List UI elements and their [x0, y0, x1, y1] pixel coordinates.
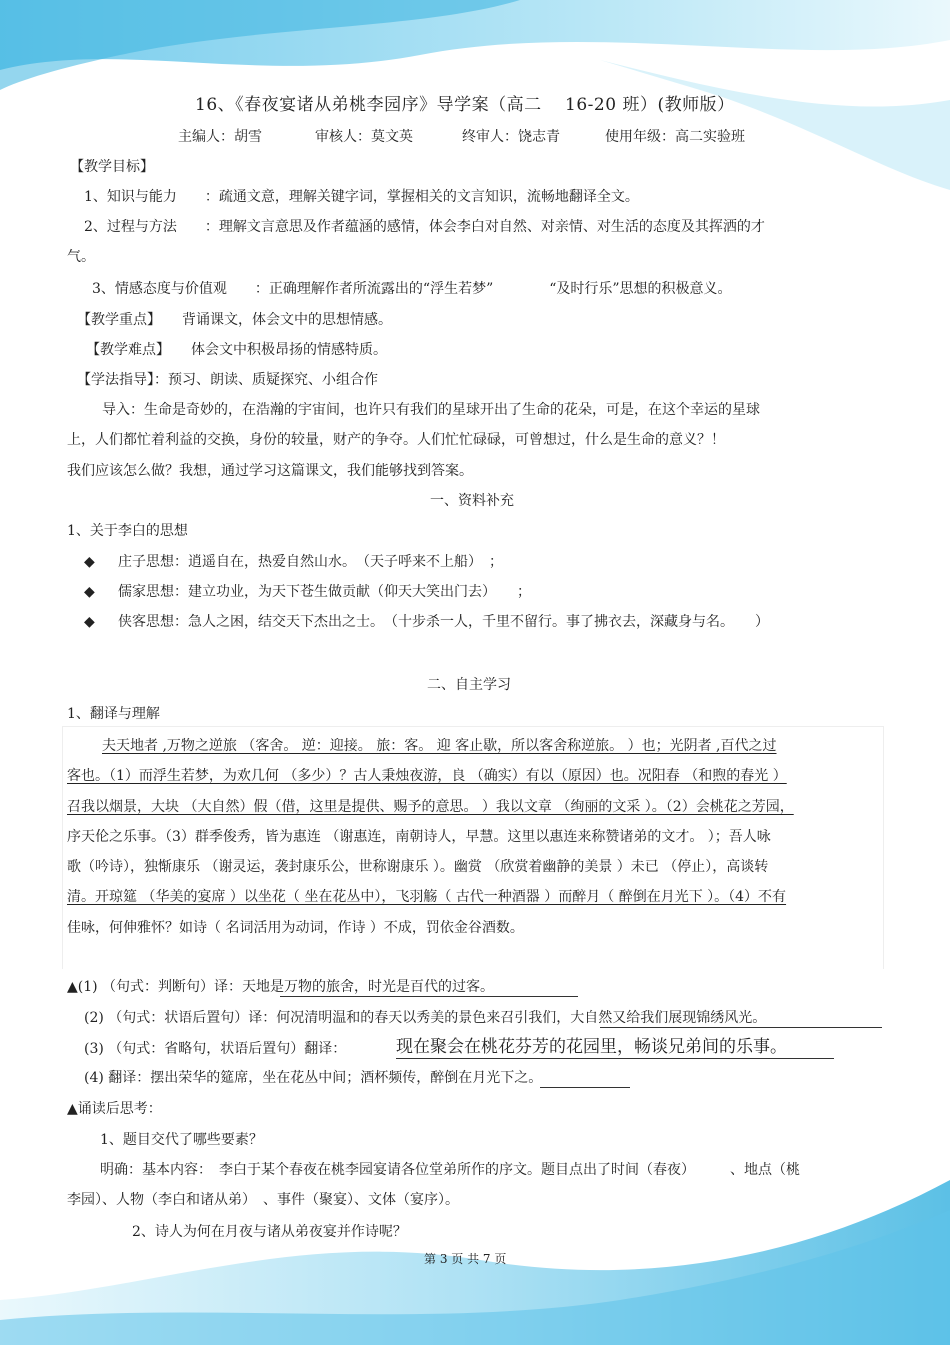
answer-2: (2) （句式：状语后置句）译：何况清明温和的春天以秀美的景色来召引我们，大自然又给我们展现锦绣风光。 — [84, 1010, 767, 1026]
goal-emotion: 3、情感态度与价值观 ：正确理解作者所流露出的“浮生若梦” “及时行乐”思想的积极意义。 — [92, 281, 732, 297]
answer-2-underline — [600, 1027, 882, 1028]
teaching-difficulty: 【教学难点】 体会文中积极昂扬的情感特质。 — [86, 342, 387, 358]
answer-3-underline — [396, 1058, 834, 1059]
text-line-7: 佳咏，何伸雅怀？如诗（ 名词活用为动词，作诗 ）不成，罚依金谷酒数。 — [67, 920, 524, 936]
page-title: 16、《春夜宴诸从弟桃李园序》导学案（高二 16-20 班）(教师版） — [195, 95, 735, 115]
text-line-4: 序天伦之乐事。（3）群季俊秀，皆为惠连 （谢惠连，南朝诗人，早慧。这里以惠连来称赞诸弟的文才。 ）；吾人咏 — [67, 829, 771, 845]
answer-3-label: (3) （句式：省略句，状语后置句）翻译： — [84, 1041, 347, 1057]
answer-4: (4) 翻译：摆出荣华的筵席，坐在花丛中间；酒杯频传，醉倒在月光下之。 — [84, 1070, 543, 1086]
goal-process-line1: 2、过程与方法 ：理解文言意思及作者蕴涵的感情，体会李白对自然、对亲情、对生活的态度及其挥洒的才 — [84, 219, 765, 235]
section2-subheading: 1、翻译与理解 — [67, 706, 160, 722]
editor-chief: 主编人：胡雪 — [178, 129, 262, 145]
answer-3-text: 现在聚会在桃花芬芳的花园里，畅谈兄弟间的乐事。 — [396, 1037, 787, 1057]
bullet-zhuangzi: ◆ 庄子思想：逍遥自在，热爱自然山水。 （天子呼来不上船） ； — [84, 554, 503, 570]
intro-line2: 上，人们都忙着利益的交换，身份的较量，财产的争夺。人们忙忙碌碌，可曾想过，什么是生命的意义？！ — [67, 432, 725, 448]
editor-final: 终审人：饶志青 — [462, 129, 560, 145]
teaching-key-point: 【教学重点】 背诵课文，体会文中的思想情感。 — [77, 312, 392, 328]
study-method: 【学法指导】：预习、朗读、质疑探究、小组合作 — [77, 372, 378, 388]
answer-1: ▲(1) （句式：判断句）译：天地是万物的旅舍，时光是百代的过客。 — [67, 979, 495, 995]
section1-heading: 一、资料补充 — [430, 493, 514, 509]
think-heading: ▲诵读后思考： — [67, 1101, 162, 1117]
diamond-bullet-icon: ◆ — [84, 554, 95, 570]
answer-4-underline — [540, 1087, 630, 1088]
text-line-2: 客也。（1）而浮生若梦，为欢几何 （多少）？古人秉烛夜游，良 （确实）有以（原因）也。况阳春 （和煦的春光 ） — [67, 768, 787, 784]
section1-subheading: 1、关于李白的思想 — [67, 523, 188, 539]
bullet-knight: ◆ 侠客思想：急人之困，结交天下杰出之士。 （十步杀一人，千里不留行。事了拂衣去，深藏身与名。 ） — [84, 614, 769, 630]
answer-1-underline — [280, 996, 578, 997]
editor-reviewer: 审核人：莫文英 — [315, 129, 413, 145]
question-1: 1、题目交代了哪些要素？ — [100, 1132, 263, 1148]
section2-heading: 二、自主学习 — [427, 677, 511, 693]
answer-q1-line2: 李园）、人物（李白和诸从弟） 、事件（聚宴）、文体（宴序）。 — [67, 1192, 459, 1208]
page-number-footer: 第 3 页 共 7 页 — [424, 1252, 507, 1266]
intro-line3: 我们应该怎么做？我想，通过学习这篇课文，我们能够找到答案。 — [67, 463, 473, 479]
goal-process-line2: 气。 — [67, 249, 95, 265]
bullet-confucian: ◆ 儒家思想：建立功业，为天下苍生做贡献（仰天大笑出门去） ； — [84, 584, 531, 600]
question-2: 2、诗人为何在月夜与诸从弟夜宴并作诗呢？ — [132, 1224, 407, 1240]
text-line-3: 召我以烟景，大块 （大自然）假（借，这里是提供、赐予的意思。 ）我以文章 （绚丽的文采 ）。（2）会桃花之芳园， — [67, 799, 794, 815]
editor-grade: 使用年级：高二实验班 — [605, 129, 745, 145]
diamond-bullet-icon: ◆ — [84, 584, 95, 600]
intro-line1: 导入：生命是奇妙的，在浩瀚的宇宙间，也许只有我们的星球开出了生命的花朵，可是，在这个幸运的星球 — [102, 402, 760, 418]
text-line-6: 清。开琼筵 （华美的宴席 ）以坐花（ 坐在花丛中），飞羽觞（ 古代一种酒器 ）而醉月（ 醉倒在月光下 ）。（4）不有 — [67, 889, 787, 905]
text-line-1: 夫天地者 ,万物之逆旅 （客舍。 逆：迎接。 旅：客。 迎 客止歇，所以客舍称逆旅。 ）也；光阴者 ,百代之过 — [102, 738, 777, 754]
goals-heading: 【教学目标】 — [70, 159, 154, 175]
diamond-bullet-icon: ◆ — [84, 614, 95, 630]
goal-knowledge: 1、知识与能力 ：疏通文意，理解关键字词，掌握相关的文言知识，流畅地翻译全文。 — [84, 189, 639, 205]
answer-q1-line1: 明确：基本内容： 李白于某个春夜在桃李园宴请各位堂弟所作的序文。题目点出了时间（春夜） 、地点（桃 — [100, 1162, 800, 1178]
text-line-5: 歌（吟诗），独惭康乐 （谢灵运，袭封康乐公，世称谢康乐 ）。幽赏 （欣赏着幽静的美景 ）未已 （停止），高谈转 — [67, 859, 769, 875]
